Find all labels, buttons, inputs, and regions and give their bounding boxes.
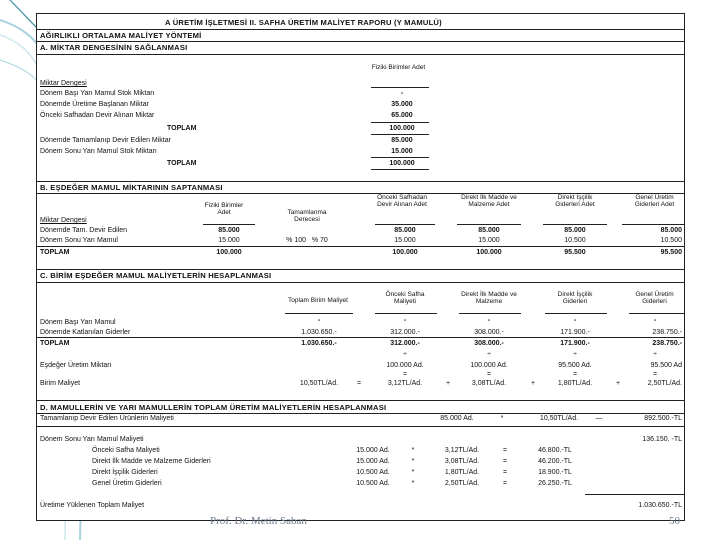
- a-row-value: 65.000: [391, 112, 413, 119]
- d-equal-sign: =: [502, 458, 508, 465]
- section-b-heading: B. EŞDEĞER MAMUL MİKTARININ SAPTANMASI: [40, 183, 223, 192]
- c-header: Önceki Safha Maliyeti: [385, 291, 425, 305]
- b-cell: 85.000: [394, 227, 416, 234]
- a-total-label: TOPLAM: [167, 125, 197, 132]
- b-header: Fiziki Birimler Adet: [204, 202, 244, 216]
- b-header: Direkt İlk Madde ve Malzeme Adet: [461, 194, 517, 208]
- d-wip-row-label: Önceki Safha Maliyeti: [92, 447, 160, 454]
- d-equal-sign: =: [502, 480, 508, 487]
- d-wip-qty: 10.500 Ad.: [356, 469, 390, 476]
- b-cell: 100.000: [476, 249, 502, 256]
- b-cell: 85.000: [660, 227, 682, 234]
- c-header: Toplam Birim Maliyet: [288, 297, 348, 304]
- c-cell: 238.750.-: [652, 340, 682, 347]
- d-wip-qty: 15.000 Ad.: [356, 458, 390, 465]
- cost-report: [36, 13, 685, 521]
- c-cell: -: [573, 317, 577, 324]
- d-finished-label: Tamamlanıp Devir Edilen Ürünlerin Maliyeti: [40, 415, 174, 422]
- c-cell: 171.900.-: [560, 329, 590, 336]
- c-equal-sign: =: [486, 371, 492, 378]
- d-equal-sign: =: [502, 447, 508, 454]
- c-cell: 1.030.650.-: [301, 329, 337, 336]
- b-cell: 85.000: [564, 227, 586, 234]
- a-row-value: 15.000: [391, 148, 413, 155]
- b-header: Tamamlanma Derecesi: [287, 209, 327, 223]
- b-cell: 15.000: [478, 237, 500, 244]
- a-total-label: TOPLAM: [167, 160, 197, 167]
- b-cell: 100.000: [392, 249, 418, 256]
- a-total-value: 100.000: [389, 160, 415, 167]
- section-c-heading: C. BİRİM EŞDEĞER MAMUL MALİYETLERİN HESAPLANMASI: [40, 271, 272, 280]
- page-number: 50: [669, 515, 680, 527]
- a-row-value: -: [400, 90, 404, 97]
- c-eq-label: Eşdeğer Üretim Miktarı: [40, 362, 112, 369]
- c-cell: 308.000.-: [474, 329, 504, 336]
- c-unit-total: 10,50TL/Ad.: [299, 380, 339, 387]
- d-total-value: 1.030.650.-TL: [638, 502, 682, 509]
- d-times-sign: *: [411, 447, 415, 454]
- d-wip-rate: 3,08TL/Ad.: [444, 458, 480, 465]
- c-eq-value: 100.000 Ad.: [470, 362, 508, 369]
- c-cell: -: [653, 317, 657, 324]
- a-row-label: Dönem Sonu Yarı Mamul Stok Miktarı: [40, 148, 157, 155]
- d-total-label: Üretime Yüklenen Toplam Maliyet: [40, 502, 145, 509]
- c-equal-sign: =: [652, 371, 658, 378]
- b-cell: 95.500: [660, 249, 682, 256]
- c-unit-value: 3,08TL/Ad.: [471, 380, 507, 387]
- c-divide-sign: ÷: [573, 351, 577, 358]
- c-plus-sign: +: [530, 380, 536, 387]
- d-wip-amount: 18.900.-TL: [538, 469, 572, 476]
- section-a-col-header: Fiziki Birimler Adet: [371, 64, 426, 71]
- b-header: Genel Üretim Giderleri Adet: [634, 194, 675, 208]
- c-total-label: TOPLAM: [40, 340, 70, 347]
- c-eq-sign: =: [356, 380, 362, 387]
- d-wip-row-label: Direkt İlk Madde ve Malzeme Giderleri: [92, 458, 211, 465]
- c-cell: 1.030.650.-: [301, 340, 337, 347]
- c-header: Direkt İlk Madde ve Malzeme: [461, 291, 517, 305]
- d-finished-rate: 10,50TL/Ad.: [539, 415, 579, 422]
- b-header: Önceki Safhadan Devir Alınan Adet: [377, 194, 427, 208]
- method-title: AĞIRLIKLI ORTALAMA MALİYET YÖNTEMİ: [40, 31, 202, 40]
- d-times-sign: *: [411, 458, 415, 465]
- c-cell: 238.750.-: [652, 329, 682, 336]
- d-wip-rate: 3,12TL/Ad.: [444, 447, 480, 454]
- c-divide-sign: ÷: [653, 351, 657, 358]
- section-a-heading: A. MİKTAR DENGESİNİN SAĞLANMASI: [40, 43, 188, 52]
- b-cell: 95.500: [564, 249, 586, 256]
- d-wip-total: 136.150. -TL: [642, 436, 682, 443]
- d-wip-rate: 2,50TL/Ad.: [444, 480, 480, 487]
- c-cell: 171.900.-: [560, 340, 590, 347]
- d-times-sign: *: [500, 415, 504, 422]
- a-row-label: Dönemde Tamamlanıp Devir Edilen Miktar: [40, 137, 171, 144]
- d-wip-rate: 1,80TL/Ad.: [444, 469, 480, 476]
- c-unit-value: 2,50TL/Ad.: [647, 380, 682, 387]
- a-row-label: Dönemde Üretime Başlanan Miktar: [40, 101, 149, 108]
- c-header: Direkt İşçilik Giderleri: [557, 291, 593, 305]
- c-cell: 312.000.-: [390, 340, 420, 347]
- d-wip-row-label: Direkt İşçilik Giderleri: [92, 469, 158, 476]
- b-row-label: Dönemde Tam. Devir Edilen: [40, 227, 128, 234]
- b-total-label: TOPLAM: [40, 249, 70, 256]
- c-unit-value: 3,12TL/Ad.: [387, 380, 423, 387]
- b-completion: % 100 % 70: [286, 237, 328, 244]
- c-header: Genel Üretim Giderleri: [635, 291, 674, 305]
- d-wip-qty: 15.000 Ad.: [356, 447, 390, 454]
- b-row-label: Dönem Sonu Yarı Mamul: [40, 237, 118, 244]
- d-finished-total: 892.500.-TL: [644, 415, 682, 422]
- c-cell: -: [487, 317, 491, 324]
- c-plus-sign: +: [615, 380, 621, 387]
- c-divide-sign: ÷: [403, 351, 407, 358]
- d-times-sign: *: [411, 480, 415, 487]
- c-cell: -: [403, 317, 407, 324]
- d-equal-sign: =: [502, 469, 508, 476]
- a-row-label: Dönem Başı Yarı Mamul Stok Miktarı: [40, 90, 155, 97]
- d-minus-sign: —: [595, 415, 603, 422]
- c-eq-value: 95.500 Ad.: [558, 362, 592, 369]
- c-unit-label: Birim Maliyet: [40, 380, 81, 387]
- c-cell: 312.000.-: [390, 329, 420, 336]
- c-equal-sign: =: [572, 371, 578, 378]
- b-cell: 85.000: [478, 227, 500, 234]
- c-cell: -: [317, 317, 321, 324]
- b-cell: 85.000: [218, 227, 240, 234]
- c-eq-value: 100.000 Ad.: [386, 362, 424, 369]
- d-wip-amount: 46.200.-TL: [538, 458, 572, 465]
- report-title: A ÜRETİM İŞLETMESİ II. SAFHA ÜRETİM MALİYET RAPORU (Y MAMULÜ): [165, 18, 442, 27]
- b-cell: 10.500: [660, 237, 682, 244]
- d-finished-qty: 85.000 Ad.: [440, 415, 474, 422]
- b-cell: 10.500: [564, 237, 586, 244]
- footer-author: Prof. Dr. Metin Saban: [210, 515, 307, 527]
- b-cell: 100.000: [216, 249, 242, 256]
- b-header: Direkt İşçilik Giderleri Adet: [555, 194, 595, 208]
- c-eq-value: 95.500 Ad: [650, 362, 682, 369]
- a-row-label: Önceki Safhadan Devir Alınan Miktar: [40, 112, 155, 119]
- a-row-value: 85.000: [391, 137, 413, 144]
- d-wip-amount: 46.800.-TL: [538, 447, 572, 454]
- d-wip-row-label: Genel Üretim Giderleri: [92, 480, 162, 487]
- section-b-balance-label: Miktar Dengesi: [40, 217, 87, 224]
- d-wip-amount: 26.250.-TL: [538, 480, 572, 487]
- d-wip-qty: 10.500 Ad.: [356, 480, 390, 487]
- c-equal-sign: =: [402, 371, 408, 378]
- c-row-label: Dönemde Katlanılan Giderler: [40, 329, 131, 336]
- d-times-sign: *: [411, 469, 415, 476]
- b-cell: 15.000: [394, 237, 416, 244]
- section-d-heading: D. MAMULLERİN VE YARI MAMULLERİN TOPLAM ÜRETİM MALİYETLERİN HESAPLANMASI: [40, 403, 387, 412]
- c-unit-value: 1,80TL/Ad.: [557, 380, 593, 387]
- c-cell: 308.000.-: [474, 340, 504, 347]
- a-total-value: 100.000: [389, 125, 415, 132]
- c-plus-sign: +: [445, 380, 451, 387]
- c-divide-sign: ÷: [487, 351, 491, 358]
- c-row-label: Dönem Başı Yarı Mamul: [40, 319, 116, 326]
- b-cell: 15.000: [218, 237, 240, 244]
- section-a-balance-label: Miktar Dengesi: [40, 80, 87, 87]
- d-wip-label: Dönem Sonu Yarı Mamul Maliyeti: [40, 436, 144, 443]
- a-row-value: 35.000: [391, 101, 413, 108]
